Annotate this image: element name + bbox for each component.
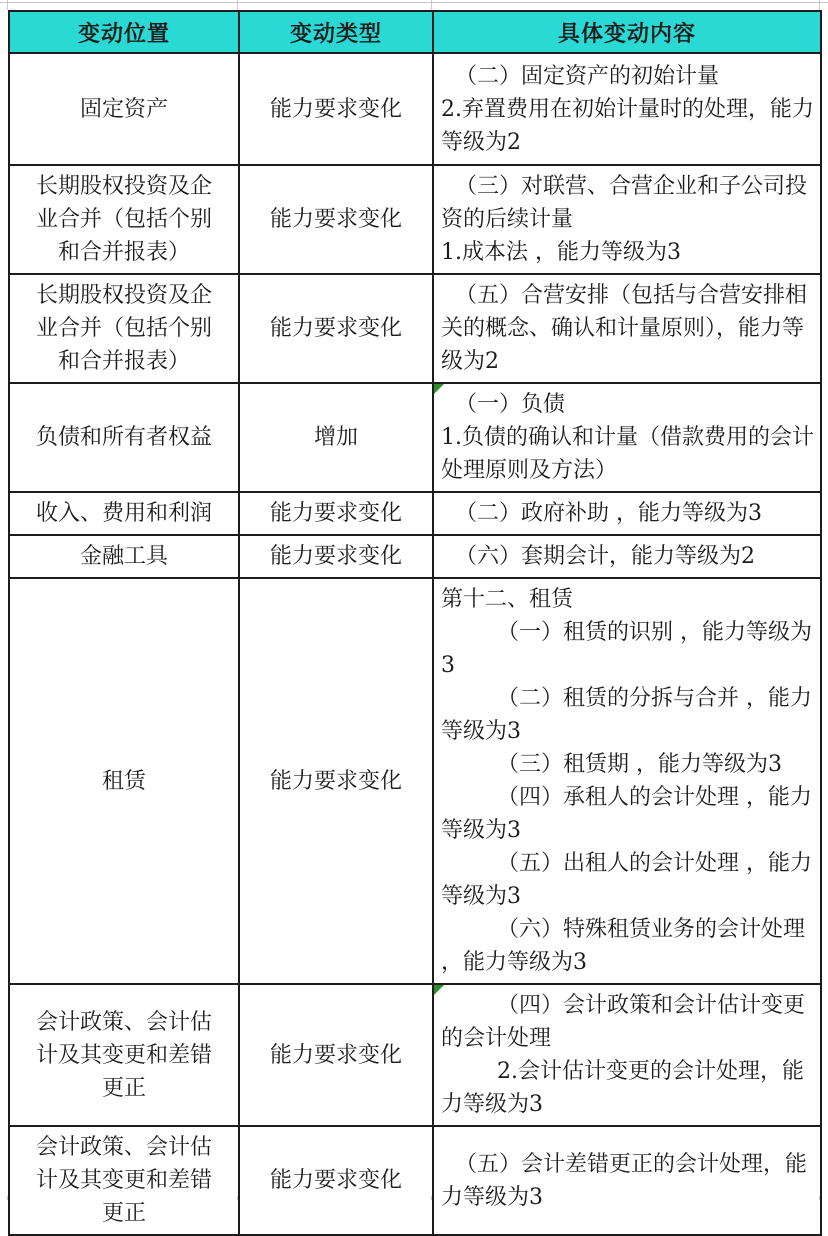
cell-location: 收入、费用和利润 [9,492,239,535]
table-row [9,53,821,165]
header-change-type: 变动类型 [239,11,433,53]
cell-content [433,578,821,984]
cell-content [433,1126,821,1235]
header-change-location: 变动位置 [9,11,239,53]
content-line: （五）合营安排（包括与合营安排相关的概念、确认和计量原则），能力等级为2 [441,283,808,374]
cell-location: 负债和所有者权益 [9,383,239,492]
cell-content [433,535,821,578]
cell-type: 能力要求变化 [239,578,433,984]
content-line: （一）租赁的识别 ，能力等级为3 [441,620,812,678]
content-line: 2.弃置费用在初始计量时的处理，能力等级为2 [441,96,814,155]
cell-location: 金融工具 [9,535,239,578]
header-row [9,11,821,53]
cell-content [433,274,821,383]
edge-stub [7,0,8,10]
edge-stub [431,0,432,10]
content-line: 1.负债的确认和计量（借款费用的会计处理原则及方法） [441,425,814,483]
cell-content [433,492,821,535]
cell-type: 能力要求变化 [239,984,433,1126]
cell-corner-marker [434,985,444,995]
table-row [9,492,821,535]
cell-type: 增加 [239,383,433,492]
content-line: 第十二、租赁 [441,587,574,612]
header-change-content: 具体变动内容 [433,11,821,53]
table-row [9,578,821,984]
cell-type: 能力要求变化 [239,535,433,578]
content-line: 2.会计估计变更的会计处理，能力等级为3 [441,1059,804,1117]
content-line: （四）承租人的会计处理 ，能力等级为3 [441,785,812,843]
cell-location: 长期股权投资及企业合并（包括个别和合并报表） [9,274,239,383]
table-row [9,383,821,492]
content-line: （二）固定资产的初始计量 [455,63,720,89]
change-table-container [8,10,820,1236]
cell-type: 能力要求变化 [239,53,433,165]
cell-type: 能力要求变化 [239,165,433,274]
table-body [9,53,821,1235]
content-line: （四）会计政策和会计估计变更的会计处理 [441,993,806,1051]
content-line: （一）负债 [455,392,566,417]
content-line: （二）政府补助 ，能力等级为3 [455,501,762,526]
cell-corner-marker [434,384,444,394]
cell-location: 长期股权投资及企业合并（包括个别和合并报表） [9,165,239,274]
change-table [8,10,822,1236]
content-line: 1.成本法 ，能力等级为3 [441,240,681,265]
table-row [9,1126,821,1235]
content-line: （二）租赁的分拆与合并 ，能力等级为3 [441,686,812,744]
cell-type: 能力要求变化 [239,274,433,383]
content-line: （三）对联营、合营企业和子公司投资的后续计量 [441,174,808,232]
table-row [9,984,821,1126]
edge-stub [819,0,820,10]
top-edge-line [0,2,828,3]
cell-location: 会计政策、会计估计及其变更和差错更正 [9,1126,239,1235]
content-line: （五）出租人的会计处理 ，能力等级为3 [441,851,812,909]
content-line: （三）租赁期 ，能力等级为3 [497,752,782,777]
table-row [9,165,821,274]
content-line: （六）特殊租赁业务的会计处理 ，能力等级为3 [441,917,806,975]
cell-content [433,984,821,1126]
content-line: （五）会计差错更正的会计处理，能力等级为3 [441,1151,808,1210]
table-row [9,274,821,383]
cell-location: 会计政策、会计估计及其变更和差错更正 [9,984,239,1126]
cell-type: 能力要求变化 [239,1126,433,1235]
cell-type: 能力要求变化 [239,492,433,535]
cell-content [433,53,821,165]
cell-location: 固定资产 [9,53,239,165]
edge-stub [237,0,238,10]
content-line: （六）套期会计，能力等级为2 [455,544,755,569]
cell-content [433,383,821,492]
table-row [9,535,821,578]
cell-location: 租赁 [9,578,239,984]
cell-content [433,165,821,274]
